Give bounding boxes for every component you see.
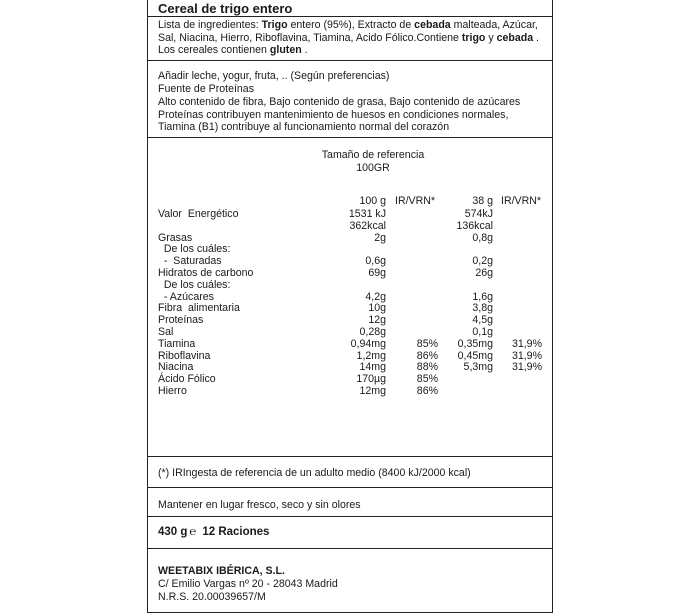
value-per-100g: 0,94mg <box>350 338 386 350</box>
ir-per-100g: 85% <box>416 338 438 350</box>
value-per-serving: 574kJ <box>464 208 493 220</box>
claim-bones: Proteínas contribuyen mantenimiento de huesos en condiciones normales, <box>158 109 509 121</box>
value-per-serving: 3,8g <box>472 302 493 314</box>
ingredient-text: Sal, Niacina, Hierro, Riboflavina, Tiamina, Acido Fólico.Contiene <box>158 32 462 44</box>
nutrient-label: - Azúcares <box>158 291 214 303</box>
net-weight-value: 430 g <box>158 526 188 538</box>
value-per-serving: 1,6g <box>472 291 493 303</box>
allergen-text: cebada <box>496 32 534 44</box>
allergen-text: cebada <box>414 19 451 31</box>
product-title: Cereal de trigo entero <box>158 1 293 16</box>
ingredient-text: . <box>301 44 308 56</box>
nutrient-label: Niacina <box>158 361 194 373</box>
claim-fibre: Alto contenido de fibra, Bajo contenido de grasa, Bajo contenido de azúcares <box>158 96 521 108</box>
value-per-serving: 26g <box>475 267 493 279</box>
ir-per-100g: 86% <box>416 350 438 362</box>
company-name: WEETABIX IBÉRICA, S.L. <box>158 565 285 577</box>
company-address: C/ Emilio Vargas nº 20 - 28043 Madrid <box>158 578 338 590</box>
footnote: (*) IRIngesta de referencia de un adulto medio (8400 kJ/2000 kcal) <box>158 467 471 479</box>
nutrient-label: - Saturadas <box>158 255 222 267</box>
label-frame <box>147 0 553 613</box>
nutrient-label: Sal <box>158 326 174 338</box>
value-per-100g: 170µg <box>356 373 386 385</box>
nutrient-label: Ácido Fólico <box>158 373 216 385</box>
value-per-100g: 14mg <box>359 361 386 373</box>
value-per-100g: 362kcal <box>349 220 386 232</box>
nutrient-label: Proteínas <box>158 314 204 326</box>
ir-per-serving: 31,9% <box>511 338 542 350</box>
reference-amount: 100GR <box>356 162 390 174</box>
ingredient-text: Los cereales contienen <box>158 44 270 56</box>
nutrient-label: Grasas <box>158 232 193 244</box>
divider <box>148 487 552 488</box>
value-per-100g: 4,2g <box>365 291 386 303</box>
ingredient-text: . <box>533 32 539 44</box>
value-per-100g: 0,6g <box>365 255 386 267</box>
ingredient-text: Lista de ingredientes: <box>158 19 262 31</box>
storage-instructions: Mantener en lugar fresco, seco y sin olores <box>158 499 361 511</box>
nutrient-label: Tiamina <box>158 338 196 350</box>
ingredient-text: entero (95%), Extracto de <box>287 19 415 31</box>
nutrient-label: Valor Energético <box>158 208 239 220</box>
nutrient-label: De los cuáles: <box>158 279 231 291</box>
value-per-serving: 0,1g <box>472 326 493 338</box>
ingredients-line-1 <box>158 19 538 32</box>
ir-per-100g: 88% <box>416 361 438 373</box>
value-per-100g: 10g <box>368 302 386 314</box>
value-per-serving: 0,8g <box>472 232 493 244</box>
divider <box>148 516 552 517</box>
ir-per-serving: 31,9% <box>511 361 542 373</box>
divider <box>148 16 552 17</box>
allergen-text: Trigo <box>261 19 288 31</box>
allergen-text: trigo <box>461 32 486 44</box>
header-ir-serving: IR/VRN* <box>501 195 542 207</box>
value-per-100g: 2g <box>374 232 386 244</box>
usage-suggestion: Añadir leche, yogur, fruta, .. (Según preferencias) <box>158 70 390 82</box>
ingredients-line-3 <box>158 44 308 57</box>
servings-count: 12 Raciones <box>202 526 270 538</box>
ir-per-serving: 31,9% <box>511 350 542 362</box>
claim-heart: Tiamina (B1) contribuye al funcionamiento normal del corazón <box>158 121 450 133</box>
value-per-100g: 12g <box>368 314 386 326</box>
net-weight <box>158 526 269 539</box>
value-per-100g: 69g <box>368 267 386 279</box>
divider <box>148 548 552 549</box>
value-per-serving: 0,35mg <box>457 338 493 350</box>
value-per-serving: 0,45mg <box>457 350 493 362</box>
value-per-serving: 4,5g <box>472 314 493 326</box>
divider <box>148 137 552 138</box>
divider <box>148 456 552 457</box>
value-per-serving: 5,3mg <box>463 361 493 373</box>
nutrient-label: Hierro <box>158 385 187 397</box>
company-nrs: N.R.S. 20.00039657/M <box>158 591 266 603</box>
nutrient-label: Fibra alimentaria <box>158 302 240 314</box>
divider <box>148 60 552 61</box>
estimated-sign-icon: ℮ <box>189 526 197 538</box>
nutrient-label: De los cuáles: <box>158 243 231 255</box>
claim-protein: Fuente de Proteínas <box>158 83 254 95</box>
ingredient-text: malteada, Azúcar, <box>450 19 538 31</box>
value-per-100g: 1,2mg <box>356 350 386 362</box>
value-per-100g: 12mg <box>359 385 386 397</box>
value-per-serving: 0,2g <box>472 255 493 267</box>
reference-label: Tamaño de referencia <box>321 149 425 161</box>
value-per-serving: 136kcal <box>456 220 493 232</box>
header-ir-100g: IR/VRN* <box>395 195 436 207</box>
nutrient-label: Riboflavina <box>158 350 211 362</box>
value-per-100g: 0,28g <box>359 326 386 338</box>
allergen-text: gluten <box>269 44 302 56</box>
ir-per-100g: 86% <box>416 385 438 397</box>
nutrient-label: Hidratos de carbono <box>158 267 254 279</box>
header-per-100g: 100 g <box>359 195 386 207</box>
ingredient-text: y <box>485 32 497 44</box>
value-per-100g: 1531 kJ <box>348 208 386 220</box>
header-per-serving: 38 g <box>472 195 493 207</box>
ir-per-100g: 85% <box>416 373 438 385</box>
